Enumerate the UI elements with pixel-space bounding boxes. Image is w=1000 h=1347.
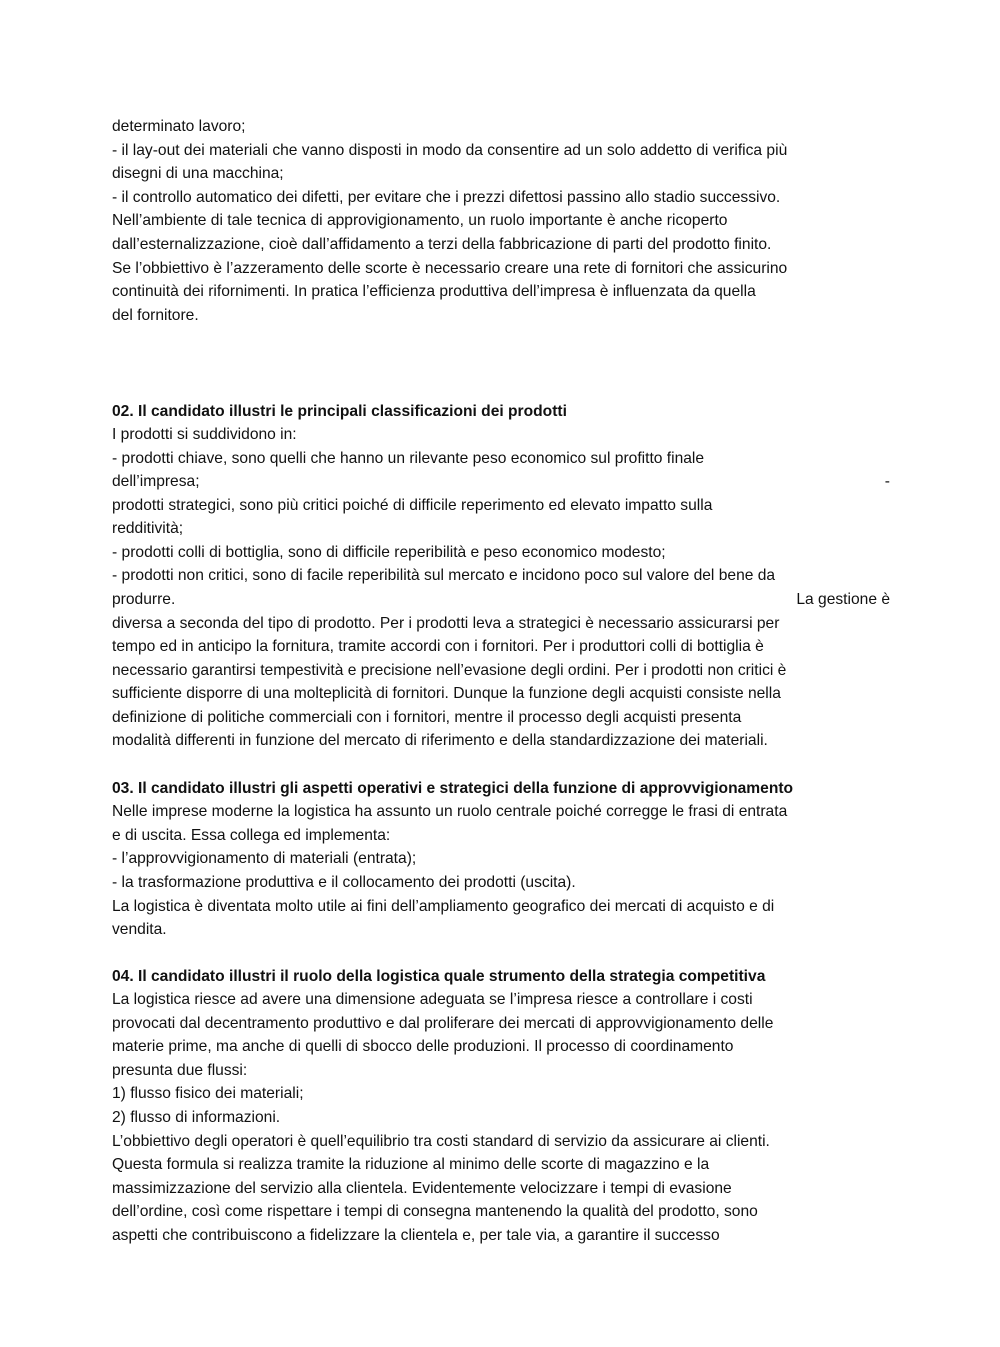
text-line: sufficiente disporre di una molteplicità di fornitori. Dunque la funzione degli acquisti consiste nella: [112, 685, 781, 702]
text-fragment: produrre.: [112, 591, 176, 608]
text-line: presunta due flussi:: [112, 1062, 248, 1079]
text-line: dell’ordine, così come rispettare i tempi di consegna mantenendo la qualità del prodotto, sono: [112, 1203, 758, 1220]
text-line: tempo ed in anticipo la fornitura, tramite accordi con i fornitori. Per i produttori colli di bottiglia è: [112, 638, 764, 655]
text-line: e di uscita. Essa collega ed implementa:: [112, 827, 391, 844]
text-fragment: -: [884, 473, 890, 490]
text-line: definizione di politiche commerciali con i fornitori, mentre il processo degli acquisti presenta: [112, 709, 742, 726]
text-line: Se l’obbiettivo è l’azzeramento delle scorte è necessario creare una rete di fornitori che assicurino: [112, 260, 788, 277]
text-line: disegni di una macchina;: [112, 165, 284, 182]
text-line: aspetti che contribuiscono a fidelizzare la clientela e, per tale via, a garantire il successo: [112, 1227, 720, 1244]
text-line: - il lay-out dei materiali che vanno disposti in modo da consentire ad un solo addetto di verifica più: [112, 142, 788, 159]
text-fragment: La gestione è: [796, 591, 890, 608]
text-line: vendita.: [112, 921, 167, 938]
text-line: Nelle imprese moderne la logistica ha assunto un ruolo centrale poiché corregge le frasi di entrata: [112, 803, 788, 820]
text-line: modalità differenti in funzione del mercato di riferimento e della standardizzazione dei materiali.: [112, 732, 768, 749]
text-line: prodotti strategici, sono più critici poiché di difficile reperimento ed elevato impatto sulla: [112, 497, 713, 514]
section-heading: 03. Il candidato illustri gli aspetti operativi e strategici della funzione di approvvigionamento: [112, 780, 794, 797]
text-line: necessario garantirsi tempestività e precisione nell’evasione degli ordini. Per i prodotti non critici è: [112, 662, 787, 679]
text-fragment: dell’impresa;: [112, 473, 200, 490]
text-line: - il controllo automatico dei difetti, per evitare che i prezzi difettosi passino allo stadio successivo.: [112, 189, 781, 206]
text-line: diversa a seconda del tipo di prodotto. Per i prodotti leva a strategici è necessario assicurarsi per: [112, 615, 780, 632]
text-line: continuità dei rifornimenti. In pratica l’efficienza produttiva dell’impresa è influenzata da quella: [112, 283, 756, 300]
text-line: [112, 588, 890, 612]
text-line: La logistica è diventata molto utile ai fini dell’ampliamento geografico dei mercati di acquisto e di: [112, 898, 775, 915]
text-line: 1) flusso fisico dei materiali;: [112, 1085, 304, 1102]
text-line: - prodotti chiave, sono quelli che hanno un rilevante peso economico sul profitto finale: [112, 450, 705, 467]
section-heading: 04. Il candidato illustri il ruolo della logistica quale strumento della strategia competitiva: [112, 968, 766, 985]
text-line: I prodotti si suddividono in:: [112, 426, 297, 443]
text-line: - la trasformazione produttiva e il collocamento dei prodotti (uscita).: [112, 874, 576, 891]
text-line: materie prime, ma anche di quelli di sbocco delle produzioni. Il processo di coordinamento: [112, 1038, 734, 1055]
text-line: massimizzazione del servizio alla clientela. Evidentemente velocizzare i tempi di evasione: [112, 1180, 732, 1197]
text-line: - prodotti non critici, sono di facile reperibilità sul mercato e incidono poco sul valore del bene da: [112, 567, 776, 584]
text-line: determinato lavoro;: [112, 118, 246, 135]
text-line: La logistica riesce ad avere una dimensione adeguata se l’impresa riesce a controllare i costi: [112, 991, 753, 1008]
section-heading: 02. Il candidato illustri le principali classificazioni dei prodotti: [112, 403, 567, 420]
text-line: Questa formula si realizza tramite la riduzione al minimo delle scorte di magazzino e la: [112, 1156, 710, 1173]
text-line: - l’approvvigionamento di materiali (entrata);: [112, 850, 417, 867]
text-line: del fornitore.: [112, 307, 199, 324]
text-line: L’obbiettivo degli operatori è quell’equilibrio tra costi standard di servizio da assicurare ai clienti.: [112, 1133, 770, 1150]
text-line: 2) flusso di informazioni.: [112, 1109, 281, 1126]
text-line: [112, 470, 890, 494]
text-line: provocati dal decentramento produttivo e dal proliferare dei mercati di approvvigionamento delle: [112, 1015, 774, 1032]
text-line: - prodotti colli di bottiglia, sono di difficile reperibilità e peso economico modesto;: [112, 544, 666, 561]
text-line: redditività;: [112, 520, 184, 537]
text-line: dall’esternalizzazione, cioè dall’affidamento a terzi della fabbricazione di parti del prodotto finito.: [112, 236, 772, 253]
text-line: Nell’ambiente di tale tecnica di approvigionamento, un ruolo importante è anche ricoperto: [112, 212, 728, 229]
